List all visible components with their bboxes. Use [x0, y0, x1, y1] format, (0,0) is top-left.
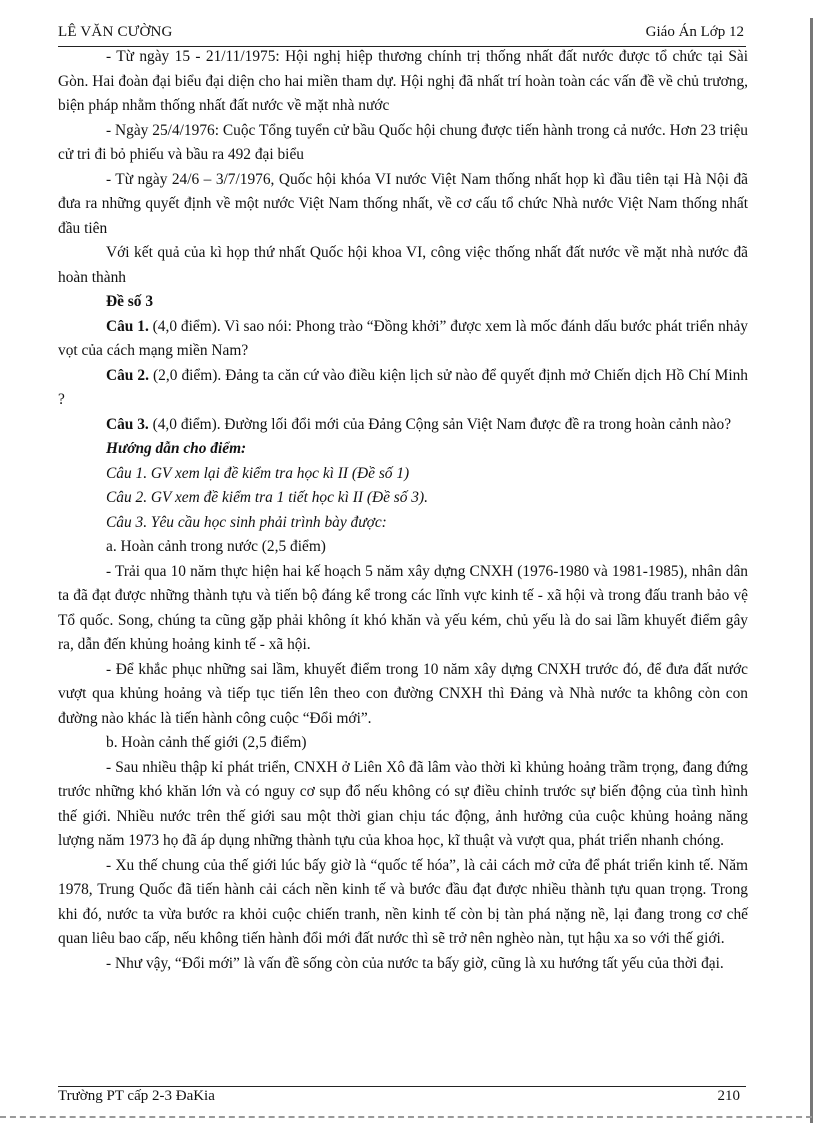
paragraph-hiep-thuong: - Từ ngày 15 - 21/11/1975: Hội nghị hiệp thương chính trị thống nhất đất nước được tổ chức tại Sài Gòn. Hai đoàn đại biểu đại diện cho hai miền tham dự. Hội nghị đã nhất trí hoàn toàn các vấn đề về chủ trương, biện pháp nhằm thống nhất đất nước về mặt nhà nước: [58, 48, 748, 114]
page-border-right: [810, 18, 813, 1123]
paragraph-b3: - Như vậy, “Đổi mới” là vấn đề sống còn của nước ta bấy giờ, cũng là xu hướng tất yếu của thời đại.: [106, 954, 724, 972]
question-1-text: (4,0 điểm). Vì sao nói: Phong trào “Đồng khởi” được xem là mốc đánh dấu bước phát triển nhảy vọt của cách mạng miền Nam?: [58, 317, 748, 359]
question-1: [58, 315, 748, 364]
grading-guide-1: Câu 1. GV xem lại đề kiểm tra học kì II (Đề số 1): [106, 464, 410, 482]
paragraph-tong-tuyen-cu: - Ngày 25/4/1976: Cuộc Tổng tuyển cử bầu Quốc hội chung được tiến hành trong cả nước. Hơn 23 triệu cử tri đi bỏ phiếu và bầu ra 492 đại biểu: [58, 121, 748, 163]
paragraph-ket-qua: Với kết quả của kì họp thứ nhất Quốc hội khoa VI, công việc thống nhất đất nước về mặt nhà nước đã hoàn thành: [58, 244, 748, 286]
paragraph-b2: - Xu thế chung của thế giới lúc bấy giờ là “quốc tế hóa”, là cải cách mở cửa để phát triển kinh tế. Năm 1978, Trung Quốc đã tiến hành cải cách nền kinh tế và bước đầu đạt được nhiều thành tựu quan trọng. Trong khi đó, nước ta vừa bước ra khỏi cuộc chiến tranh, nền kinh tế còn bị tàn phá nặng nề, lại đang trong cơ chế quan liêu bao cấp, nếu không tiến hành đổi mới đất nước thì sẽ trở nên nghèo nàn, tụt hậu xa so với thế giới.: [58, 856, 748, 947]
footer-school: Trường PT cấp 2-3 ĐaKia: [58, 1088, 215, 1104]
page-body: [58, 45, 748, 976]
paragraph-b1: - Sau nhiều thập kỉ phát triển, CNXH ở Liên Xô đã lâm vào thời kì khủng hoảng trầm trọng, đang đứng trước những khó khăn lớn và có nguy cơ sụp đổ nếu không có sự điều chỉnh trước sự biến động của tình hình thế giới. Nhiều nước trên thế giới sau một thời gian chịu tác động, ảnh hưởng của cuộc khủng hoảng năng lượng năm 1973 họ đã áp dụng những thành tựu của khoa học, kĩ thuật và vượt qua, phát triển nhanh chóng.: [58, 758, 748, 849]
section-b-heading: b. Hoàn cảnh thế giới (2,5 điểm): [106, 734, 307, 751]
grading-guide-title: Hướng dẫn cho điểm:: [106, 440, 247, 457]
header-course: Giáo Án Lớp 12: [645, 24, 744, 40]
grading-guide-2: Câu 2. GV xem đề kiểm tra 1 tiết học kì II (Đề số 3).: [106, 489, 428, 506]
question-3-text: (4,0 điểm). Đường lối đổi mới của Đảng Cộng sản Việt Nam được đề ra trong hoàn cảnh nào?: [148, 415, 732, 433]
paragraph-quoc-hoi-khoa-vi: - Từ ngày 24/6 – 3/7/1976, Quốc hội khóa VI nước Việt Nam thống nhất họp kì đầu tiên tại Hà Nội đã đưa ra những quyết định về một nước Việt Nam thống nhất, về cơ cấu tổ chức Nhà nước Việt Nam thống nhất đầu tiên: [58, 170, 748, 237]
question-1-label: Câu 1.: [106, 317, 149, 335]
header-author: LÊ VĂN CƯỜNG: [58, 24, 173, 40]
question-2-text: (2,0 điểm). Đảng ta căn cứ vào điều kiện lịch sử nào để quyết định mở Chiến dịch Hồ Chí Minh ?: [58, 366, 748, 408]
question-2-label: Câu 2.: [106, 366, 149, 384]
page-footer: [58, 1086, 746, 1111]
question-3: [58, 413, 748, 438]
page-break-line: [0, 1116, 812, 1118]
section-a-heading: a. Hoàn cảnh trong nước (2,5 điểm): [106, 538, 326, 555]
paragraph-a1: - Trải qua 10 năm thực hiện hai kế hoạch 5 năm xây dựng CNXH (1976-1980 và 1981-1985), nhân dân ta đã đạt được những thành tựu và tiến bộ đáng kể trong các lĩnh vực kinh tế - xã hội và trong đấu tranh bảo vệ Tổ quốc. Song, chúng ta cũng gặp phải không ít khó khăn và yếu kém, chủ yếu là do sai lầm khuyết điểm gây ra, dẫn đến khủng hoảng kinh tế - xã hội.: [58, 562, 748, 653]
question-3-label: Câu 3.: [106, 415, 149, 433]
exam-title: Đề số 3: [106, 293, 154, 310]
paragraph-a2: - Để khắc phục những sai lầm, khuyết điểm trong 10 năm xây dựng CNXH trước đó, để đưa đất nước vượt qua khủng hoảng và tiếp tục tiến lên theo con đường CNXH thì Đảng và Nhà nước ta không còn con đường nào khác là tiến hành công cuộc “Đổi mới”.: [58, 660, 748, 727]
question-2: [58, 364, 748, 413]
page-number: 210: [717, 1088, 740, 1104]
page-header: [58, 22, 746, 47]
grading-guide-3: Câu 3. Yêu cầu học sinh phải trình bày được:: [106, 513, 387, 531]
